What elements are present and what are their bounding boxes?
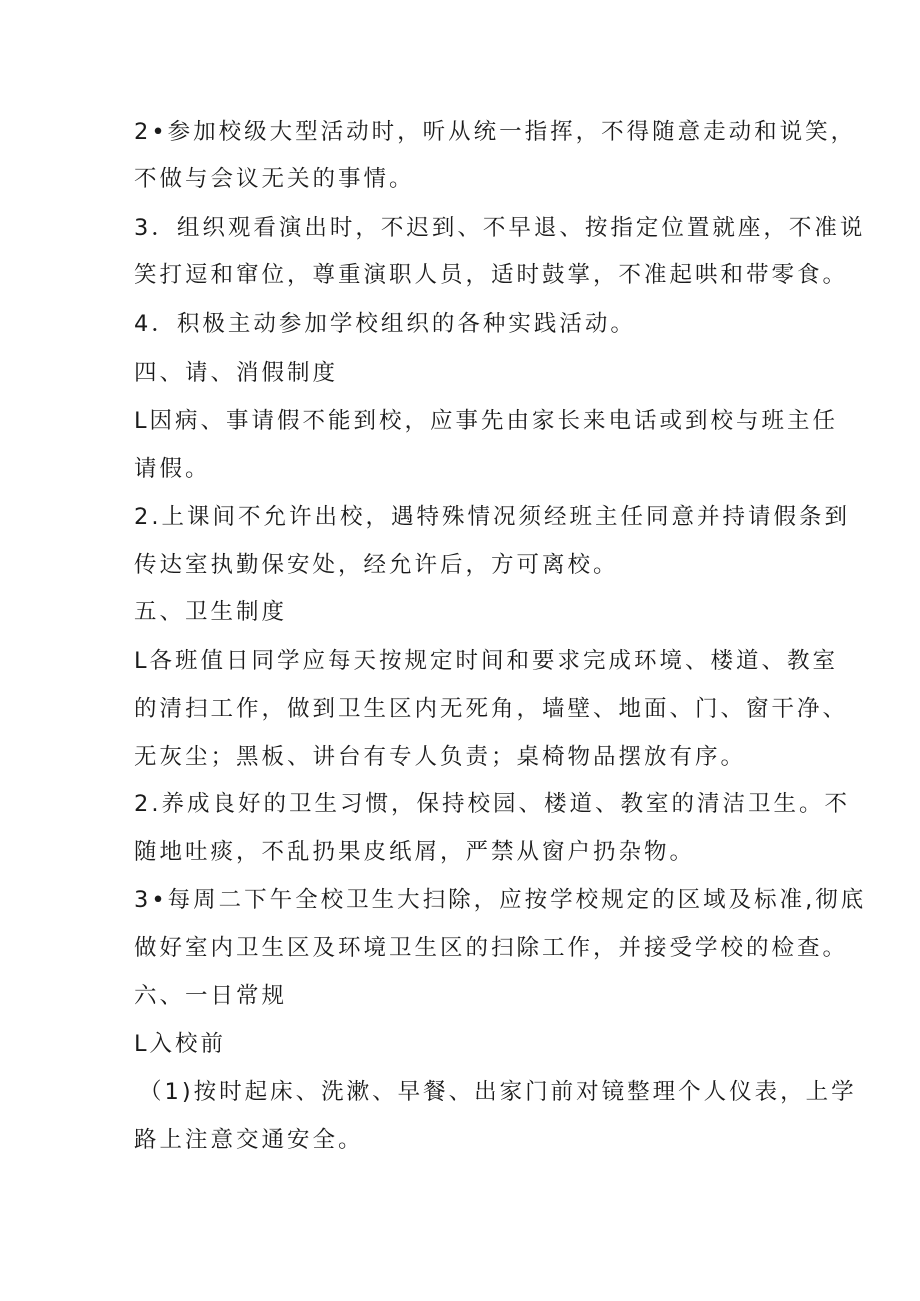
- text-line: L因病、事请假不能到校，应事先由家长来电话或到校与班主任: [134, 408, 839, 434]
- text-line: 笑打逗和窜位，尊重演职人员，适时鼓掌，不准起哄和带零食。: [134, 262, 849, 288]
- section-heading: 四、请、消假制度: [134, 360, 339, 386]
- section-heading: 六、一日常规: [134, 983, 288, 1009]
- text-line: L入校前: [134, 1031, 227, 1057]
- text-line: （1)按时起床、洗漱、早餐、出家门前对镜整理个人仪表，上学: [139, 1079, 857, 1105]
- text-line: 的清扫工作，做到卫生区内无死角，墙壁、地面、门、窗干净、: [134, 696, 849, 722]
- text-line: 3．组织观看演出时，不迟到、不早退、按指定位置就座，不准说: [134, 215, 866, 241]
- text-line: 2•参加校级大型活动时，听从统一指挥，不得随意走动和说笑，: [134, 119, 857, 145]
- text-line: 做好室内卫生区及环境卫生区的扫除工作，并接受学校的检查。: [134, 935, 849, 961]
- text-line: 2.上课间不允许出校，遇特殊情况须经班主任同意并持请假条到: [134, 504, 850, 530]
- text-line: 传达室执勤保安处，经允许后，方可离校。: [134, 552, 619, 578]
- section-heading: 五、卫生制度: [134, 599, 288, 625]
- text-line: 不做与会议无关的事情。: [134, 166, 415, 192]
- text-line: 随地吐痰，不乱扔果皮纸屑，严禁从窗户扔杂物。: [134, 839, 696, 865]
- text-line: 4．积极主动参加学校组织的各种实践活动。: [134, 311, 636, 337]
- text-line: 3•每周二下午全校卫生大扫除，应按学校规定的区域及标准,彻底: [134, 887, 867, 913]
- text-line: 无灰尘；黑板、讲台有专人负责；桌椅物品摆放有序。: [134, 744, 747, 770]
- text-line: 路上注意交通安全。: [134, 1127, 364, 1153]
- text-line: 2.养成良好的卫生习惯，保持校园、楼道、教室的清洁卫生。不: [134, 791, 850, 817]
- text-line: 请假。: [134, 456, 211, 482]
- text-line: L各班值日同学应每天按规定时间和要求完成环境、楼道、教室: [134, 648, 839, 674]
